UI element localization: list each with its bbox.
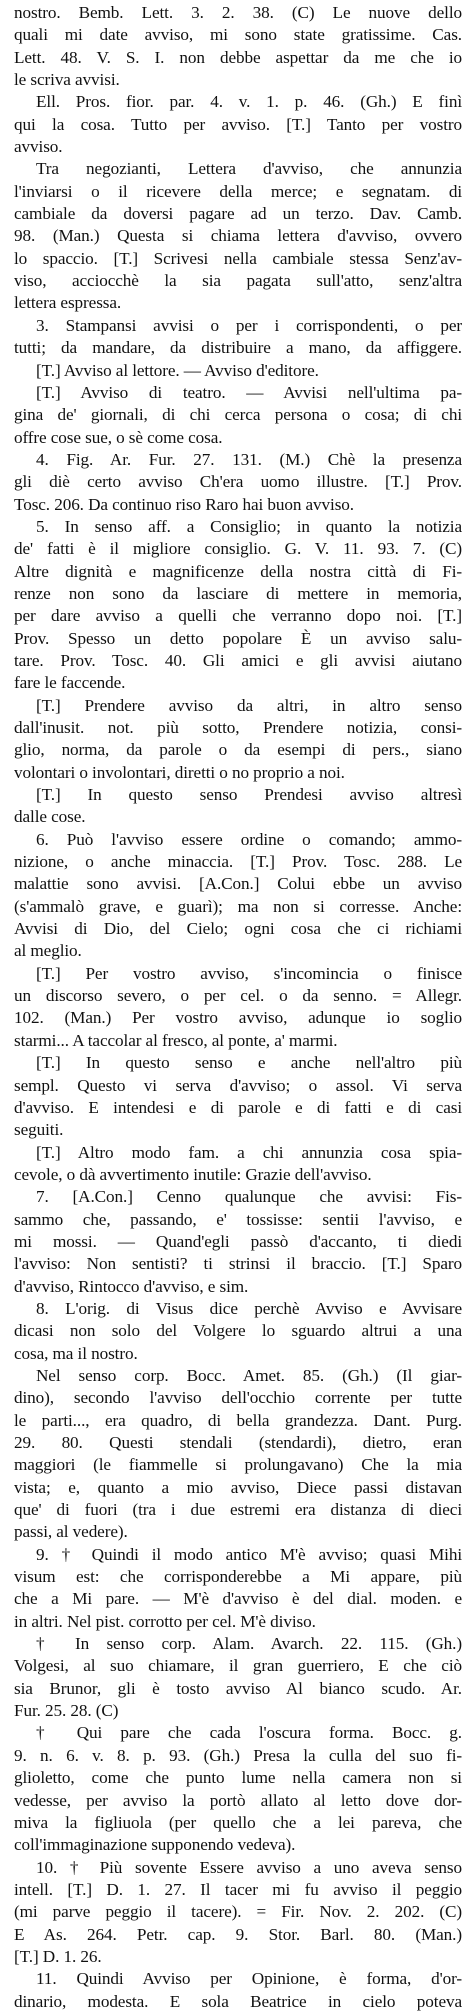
text-line: l'avviso: Non sentisti? ti strinsi il braccio. [T.] Sparo <box>14 1254 462 1274</box>
text-line: un discorso severo, o per cel. o da senno. = Allegr. <box>14 986 462 1006</box>
text-line: Tosc. 206. Da continuo riso Raro hai buon avviso. <box>14 494 354 514</box>
text-line: 10. † Più sovente Essere avviso a uno aveva senso <box>36 1857 462 1877</box>
text-line: gli diè certo avviso Ch'era uomo illustre. [T.] Prov. <box>14 472 462 492</box>
text-line: [T.] In questo senso Prendesi avviso altresì <box>36 785 462 805</box>
text-line: 7. [A.Con.] Cenno qualunque che avvisi: Fis- <box>36 1187 462 1207</box>
text-line: volontari o involontari, diretti o no proprio a noi. <box>14 762 345 782</box>
text-line: [T.] Prendere avviso da altri, in altro senso <box>36 695 462 715</box>
text-line: dalle cose. <box>14 807 86 827</box>
text-line: [T.] Altro modo fam. a chi annunzia cosa spia- <box>36 1142 462 1162</box>
text-line: miva la figliuola (per quello che a lei pareva, che <box>14 1812 462 1832</box>
text-line: 5. In senso aff. a Consiglio; in quanto la notizia <box>36 516 462 536</box>
text-line: 102. (Man.) Per vostro avviso, adunque io soglio <box>14 1008 462 1028</box>
text-line: per dare avviso a quelli che verranno dopo noi. [T.] <box>14 606 462 626</box>
text-line: dino), secondo l'avviso dell'occhio corrente per tutte <box>14 1388 462 1408</box>
text-line: dicasi non solo del Volgere lo sguardo altrui a una <box>14 1321 462 1341</box>
text-line: Avvisi di Dio, del Cielo; ogni cosa che ci richiami <box>14 919 462 939</box>
text-line: [T.] In questo senso e anche nell'altro più <box>36 1053 462 1073</box>
text-line: avviso. <box>14 137 63 157</box>
text-line: coll'immaginazione supponendo vedeva). <box>14 1835 296 1855</box>
text-line: in altri. Nel pist. corrotto per cel. M'è diviso. <box>14 1611 316 1631</box>
text-line: sia Brunor, gli è tosto avviso Al bianco scudo. Ar. <box>14 1678 462 1698</box>
text-line: maggiori (le fiammelle si prolungavano) Che la mia <box>14 1455 462 1475</box>
text-line: nostro. Bemb. Lett. 3. 2. 38. (C) Le nuove dello <box>14 3 462 22</box>
text-line: mi mossi. — Quand'egli passò d'accanto, ti diedi <box>14 1231 462 1251</box>
text-line: Lett. 48. V. S. I. non debbe aspettar da me che io <box>14 47 462 67</box>
text-line: qui la cosa. Tutto per avviso. [T.] Tanto per vostro <box>14 114 462 134</box>
text-line: dinario, modesta. E sola Beatrice in cielo poteva <box>14 1991 462 2011</box>
text-line: Volgesi, al suo chiamare, il gran guerriero, E che ciò <box>14 1656 462 1676</box>
text-line: cambiale da doversi pagare ad un terzo. Dav. Camb. <box>14 204 462 224</box>
text-line: d'avviso. E intendesi e di parole e di fatti e di casi <box>14 1097 462 1117</box>
text-line: † In senso corp. Alam. Avarch. 22. 115. (Gh.) <box>36 1634 462 1654</box>
text-line: Altre dignità e magnificenze della nostra città di Fi- <box>14 561 462 581</box>
text-line: 29. 80. Questi stendali (stendardi), dietro, eran <box>14 1433 462 1452</box>
text-line: offre cose sue, o sè come cosa. <box>14 427 223 447</box>
text-line: 3. Stampansi avvisi o per i corrispondenti, o per <box>36 315 462 335</box>
text-line: 9. † Quindi il modo antico M'è avviso; quasi Mihi <box>36 1544 462 1564</box>
text-line: [T.] Per vostro avviso, s'incomincia o finisce <box>36 963 462 983</box>
text-line: glioletto, come che punto lume nella camera non si <box>14 1768 462 1788</box>
text-line: visum est: che corrisponderebbe a Mi appare, più <box>14 1567 462 1587</box>
text-line: que' di fuori (tra i due estremi era distanza di dieci <box>14 1500 462 1520</box>
text-line: (mi parve peggio il tacere). = Fir. Nov. 2. 202. (C) <box>14 1902 462 1922</box>
text-line: 6. Può l'avviso essere ordine o comando; ammo- <box>36 829 462 849</box>
text-line: nizione, o anche minaccia. [T.] Prov. Tosc. 288. Le <box>14 852 462 872</box>
text-line: Fur. 25. 28. (C) <box>14 1701 119 1721</box>
text-line: vista; e, quanto a mio avviso, Diece passi distavan <box>14 1477 462 1497</box>
text-line: quali mi date avviso, mi sono state gratissime. Cas. <box>14 25 462 45</box>
text-line: lettera espressa. <box>14 293 122 313</box>
text-line: starmi... A taccolar al fresco, al ponte, a' marmi. <box>14 1030 338 1050</box>
text-line: tare. Prov. Tosc. 40. Gli amici e gli avvisi aiutano <box>14 650 462 670</box>
text-line: Ell. Pros. fior. par. 4. v. 1. p. 46. (Gh.) E finì <box>36 92 462 112</box>
text-line: tutti; da mandare, da distribuire a mano, da affiggere. <box>14 338 462 358</box>
text-line: 8. L'orig. di Visus dice perchè Avviso e Avvisare <box>36 1298 462 1318</box>
text-line: malattie sono avvisi. [A.Con.] Colui ebbe un avviso <box>14 874 462 894</box>
text-line: passi, al vedere). <box>14 1522 128 1542</box>
text-line: sempl. Questo vi serva d'avviso; o assol. Vi serva <box>14 1075 462 1095</box>
text-line: le scriva avvisi. <box>14 70 120 90</box>
text-line: lo spaccio. [T.] Scrivesi nella cambiale stessa Senz'av- <box>14 248 462 268</box>
text-line: viso, acciocchè la sia pagata sull'atto, senz'altra <box>14 271 462 291</box>
text-line: intell. [T.] D. 1. 27. Il tacer mi fu avviso il peggio <box>14 1879 462 1899</box>
text-line: Prov. Spesso un detto popolare È un avviso salu- <box>14 628 462 648</box>
text-line: cosa, ma il nostro. <box>14 1343 138 1363</box>
text-line: glio, norma, da parole o da esempi di pers., siano <box>14 740 462 760</box>
text-line: gina de' giornali, di chi cerca persona o cosa; di chi <box>14 405 462 425</box>
text-line: sammo che, passando, e' tossisse: sentii l'avviso, e <box>14 1209 462 1229</box>
text-line: fare le faccende. <box>14 673 126 693</box>
text-line: Tra negozianti, Lettera d'avviso, che annunzia <box>36 159 462 179</box>
text-line: renze non sono da lasciare di mettere in memoria, <box>14 583 462 603</box>
text-line: 11. Quindi Avviso per Opinione, è forma, d'or- <box>36 1969 462 1989</box>
text-line: l'inviarsi o il ricevere della merce; e segnatam. di <box>14 181 462 201</box>
text-line: [T.] Avviso al lettore. — Avviso d'editore. <box>36 360 319 380</box>
text-line: 4. Fig. Ar. Fur. 27. 131. (M.) Chè la presenza <box>36 449 462 469</box>
text-line: [T.] D. 1. 26. <box>14 1946 102 1966</box>
text-line: 9. n. 6. v. 8. p. 93. (Gh.) Presa la culla del suo fi- <box>14 1745 462 1765</box>
text-line: che a Mi pare. — M'è d'avviso è del dial. moden. e <box>14 1589 462 1609</box>
text-line: E As. 264. Petr. cap. 9. Stor. Barl. 80. (Man.) <box>14 1924 462 1944</box>
text-line: cevole, o dà avvertimento inutile: Grazie dell'avviso. <box>14 1164 372 1184</box>
text-line: Nel senso corp. Bocc. Amet. 85. (Gh.) (Il giar- <box>36 1365 462 1385</box>
text-line: al meglio. <box>14 941 82 961</box>
text-line: 98. (Man.) Questa si chiama lettera d'avviso, ovvero <box>14 226 462 246</box>
text-line: [T.] Avviso di teatro. — Avvisi nell'ultima pa- <box>36 382 462 402</box>
text-line: † Qui pare che cada l'oscura forma. Bocc. g. <box>36 1723 462 1743</box>
text-line: de' fatti è il migliore consiglio. G. V. 11. 93. 7. (C) <box>14 539 462 559</box>
text-line: (s'ammalò grave, e guarì); ma non si corresse. Anche: <box>14 896 462 916</box>
text-line: dall'inusit. not. più sotto, Prendere notizia, consi- <box>14 718 462 737</box>
text-line: le parti..., era quadro, di bella grandezza. Dant. Purg. <box>14 1410 462 1430</box>
text-line: seguiti. <box>14 1120 64 1140</box>
text-line: d'avviso, Rintocco d'avviso, e sim. <box>14 1276 249 1296</box>
text-line: vedesse, per avviso la portò allato al letto dove dor- <box>14 1790 462 1810</box>
